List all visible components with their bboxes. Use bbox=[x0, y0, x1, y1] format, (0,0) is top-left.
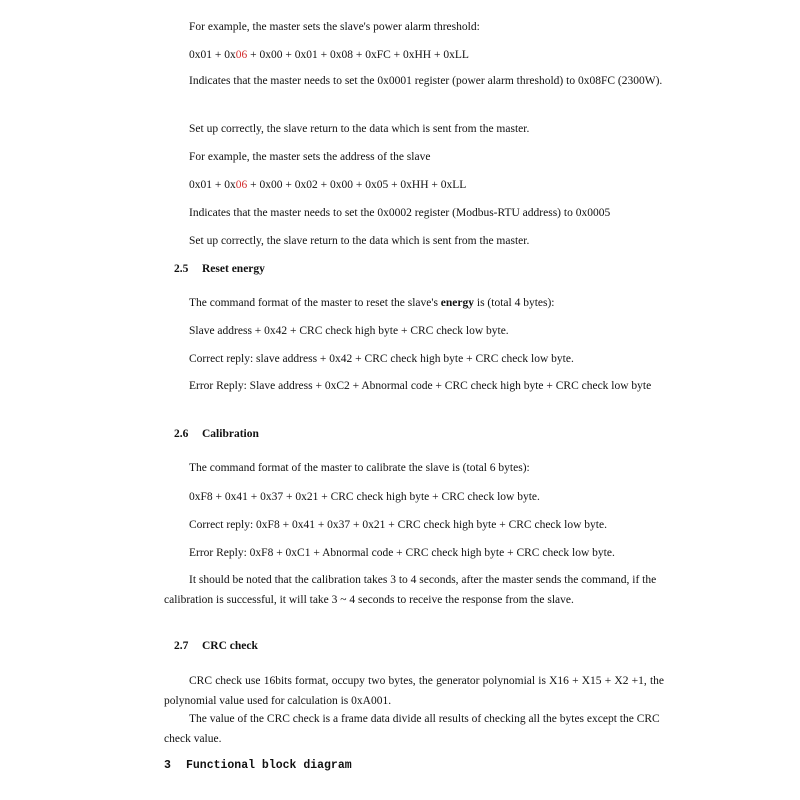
reset-energy-command: Slave address + 0x42 + CRC check high byte + CRC check low byte. bbox=[189, 325, 509, 337]
reset-energy-error-reply: Error Reply: Slave address + 0xC2 + Abnormal code + CRC check high byte + CRC check low byte bbox=[189, 380, 652, 392]
example2-result: Set up correctly, the slave return to the data which is sent from the master. bbox=[189, 235, 530, 247]
example2-intro: For example, the master sets the address of the slave bbox=[189, 151, 431, 163]
crc-paragraph-2: The value of the CRC check is a frame data divide all results of checking all the bytes except the CRC check value. bbox=[164, 713, 660, 745]
example1-command-suffix: + 0x00 + 0x01 + 0x08 + 0xFC + 0xHH + 0xLL bbox=[247, 49, 469, 61]
example2-command-prefix: 0x01 + 0x bbox=[189, 179, 236, 191]
heading-crc-check bbox=[174, 641, 258, 653]
calibration-format: The command format of the master to calibrate the slave is (total 6 bytes): bbox=[189, 462, 530, 474]
calibration-correct-reply: Correct reply: 0xF8 + 0x41 + 0x37 + 0x21 + CRC check high byte + CRC check low byte. bbox=[189, 519, 607, 531]
heading-number: 2.6 bbox=[174, 428, 189, 440]
crc-paragraph-1: CRC check use 16bits format, occupy two bytes, the generator polynomial is X16 + X15 + X2 +1, the polynomial value used for calculation is 0xA001. bbox=[164, 675, 664, 707]
calibration-note: It should be noted that the calibration takes 3 to 4 seconds, after the master sends the command, if the calibration is successful, it will take 3 ~ 4 seconds to receive the response from the slave. bbox=[164, 574, 657, 606]
energy-bold-word: energy bbox=[440, 297, 475, 309]
example1-command-prefix: 0x01 + 0x bbox=[189, 49, 236, 61]
heading-calibration bbox=[174, 429, 259, 441]
example2-function-code: 06 bbox=[235, 179, 248, 191]
heading-functional-block-diagram bbox=[164, 759, 352, 772]
heading-reset-energy bbox=[174, 264, 265, 276]
example1-explanation: Indicates that the master needs to set the 0x0001 register (power alarm threshold) to 0x08FC (2300W). bbox=[189, 75, 663, 87]
example1-intro: For example, the master sets the slave's power alarm threshold: bbox=[189, 21, 480, 33]
example2-command-suffix: + 0x00 + 0x02 + 0x00 + 0x05 + 0xHH + 0xLL bbox=[247, 179, 467, 191]
watermark bbox=[140, 362, 660, 432]
heading-number: 3 bbox=[164, 759, 171, 772]
reset-energy-correct-reply: Correct reply: slave address + 0x42 + CRC check high byte + CRC check low byte. bbox=[189, 353, 574, 365]
example2-command bbox=[189, 180, 466, 192]
calibration-error-reply: Error Reply: 0xF8 + 0xC1 + Abnormal code + CRC check high byte + CRC check low byte. bbox=[189, 547, 615, 559]
calibration-command: 0xF8 + 0x41 + 0x37 + 0x21 + CRC check high byte + CRC check low byte. bbox=[189, 491, 540, 503]
heading-number: 2.5 bbox=[174, 263, 189, 275]
heading-number: 2.7 bbox=[174, 640, 189, 652]
example1-command bbox=[189, 50, 469, 62]
heading-title: Calibration bbox=[202, 428, 259, 440]
example1-function-code: 06 bbox=[235, 49, 248, 61]
heading-title: Reset energy bbox=[202, 263, 265, 275]
reset-energy-format: The command format of the master to reset the slave's energy is (total 4 bytes): bbox=[189, 297, 555, 309]
heading-title: Functional block diagram bbox=[186, 759, 352, 772]
example1-result: Set up correctly, the slave return to the data which is sent from the master. bbox=[189, 123, 530, 135]
example2-explanation: Indicates that the master needs to set the 0x0002 register (Modbus-RTU address) to 0x0005 bbox=[189, 207, 611, 219]
heading-title: CRC check bbox=[202, 640, 258, 652]
